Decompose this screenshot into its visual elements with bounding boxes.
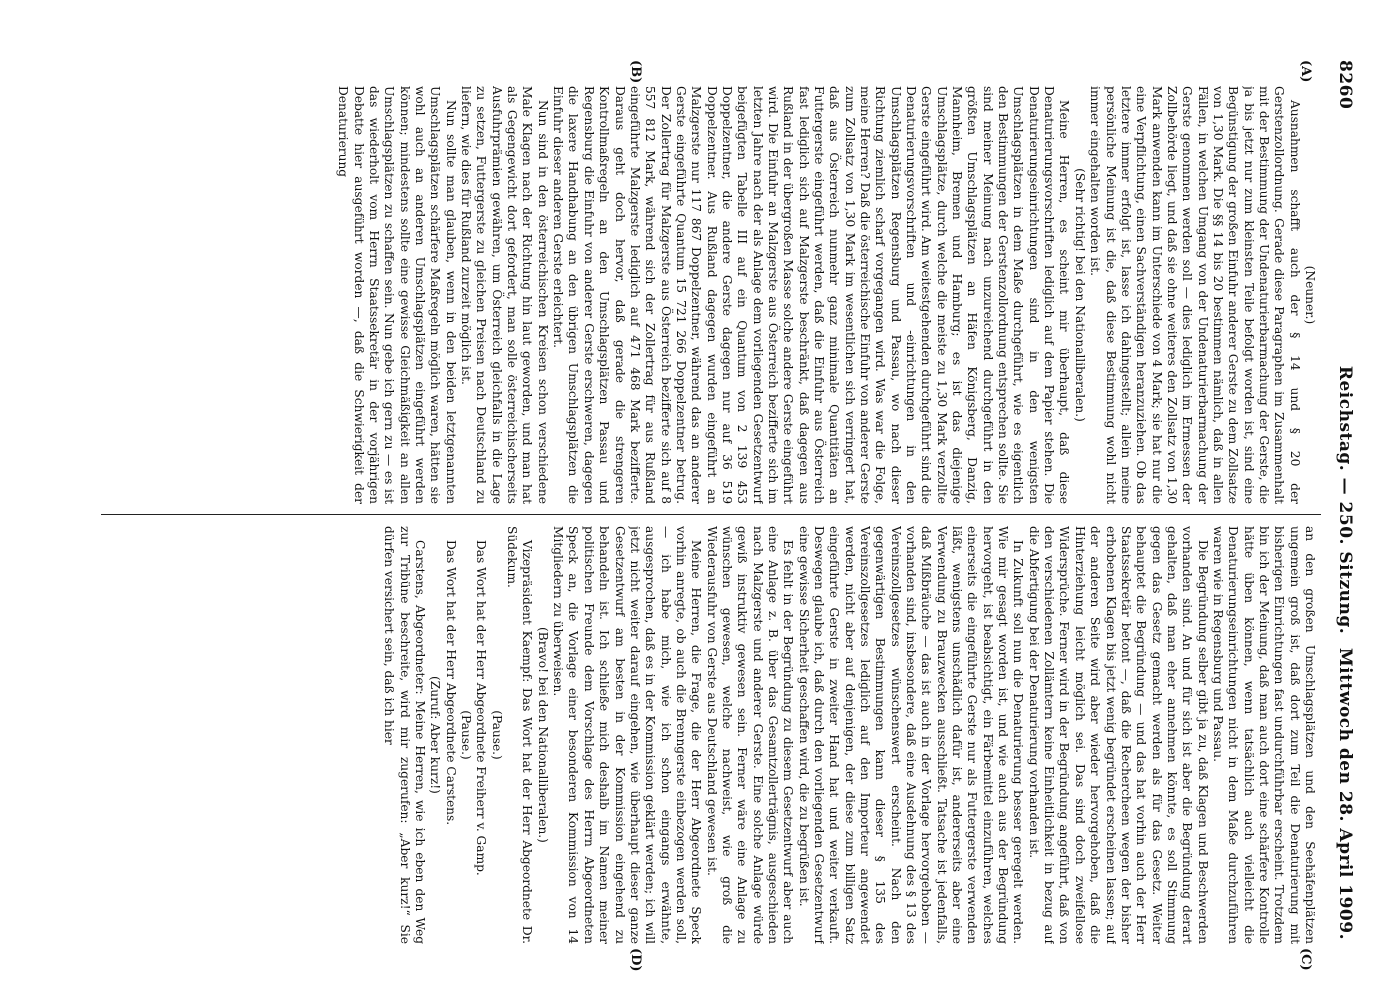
paragraph: In Zukunft soll nun die Denaturierung besser geregelt werden. Wie mir gesagt worden ist, und wie auch aus der Begründung hervorgeht, ist beabsichtigt, ein Färbemittel einzuführen, welches einerseits die eingeführte Gerste nur als Futtergerste verwenden läßt, wenigstens unschädlich dafür ist, andererseits aber eine Verwendung zu Brauzwecken ausschließt. Tatsache ist jedenfalls, daß Mißbräuche — das ist auch in der Vorlage hervorgehoben — vorhanden sind, insbesondere, daß eine Ausdehnung des § 13 des Vereinszollgesetzes wünschenswert erscheint. Nach den gegenwärtigen Bestimmungen kann dieser § 135 des Vereinszollgesetzes lediglich auf den Importeur angewendet werden, nicht aber auf denjenigen, der diese zum billigen Satz eingeführte Gerste in zweiter Hand hat und weiter verkauft. Deswegen glaube ich, daß durch den vorliegenden Gesetzentwurf eine gewisse Sicherheit geschaffen wird, die zu begrüßen ist.	[796, 526, 1026, 944]
interjection: (Pause.)	[459, 710, 474, 760]
page-number: 8260	[1335, 60, 1355, 110]
paragraph: Das Wort hat der Herr Abgeordnete Carstens.	[443, 540, 458, 826]
interjection: (Sehr richtig! bei den Nationalliberalen.)	[1072, 168, 1087, 422]
interjection: (Bravo! bei den Nationalliberalen.)	[535, 627, 550, 843]
page-title: Reichstag. — 250. Sitzung.	[1335, 365, 1355, 635]
paragraph: Nun sind in den österreichischen Kreisen schon verschiedene Male Klagen nach der Richtung hin laut geworden, und man hat als Gegengewicht dort gefordert, man solle österreichischerseits Ausfuhrprämien gewähren, um Österreich gleichfalls in die Lage zu setzen, Futtergerste zu gleichen Preisen nach Deutschland zu liefern, wie dies für Rußland zurzeit möglich ist.	[459, 86, 550, 504]
paragraph: Es fehlt in der Begründung zu diesem Gesetzentwurf aber auch eine Anlage z. B. über das Gesamtzollerträgnis, ausgeschieden nach Malzgerste und anderer Gerste. Eine solche Anlage würde gewiß instruktiv gewesen sein. Ferner wäre eine Anlage zu wünschen gewesen, welche nachweist, wie groß die Wiederausfuhr von Gerste aus Deutschland gewesen ist.	[704, 526, 796, 944]
interjection: (Zuruf: Aber kurz!)	[428, 676, 443, 794]
margin-marker-c: (C)	[1298, 948, 1313, 971]
column-divider	[101, 514, 1321, 515]
page-header	[1327, 60, 1355, 940]
paragraph: Vizepräsident Kaempf: Das Wort hat der Herr Abgeordnete Dr. Südekum.	[505, 526, 535, 944]
speaker-label: (Neuner.)	[1303, 265, 1317, 325]
left-column	[107, 86, 1317, 504]
paragraph: Nun sollte man glauben, wenn in den beiden letztgenannten Umschlagsplätzen schärfere Maßregeln möglich waren, hätten sie wohl auch an anderen Umschlagsplätzen eingeführt werden können; mindestens sollte eine gewisse Gleichmäßigkeit an allen Umschlagsplätzen zu schaffen sein. Nun gebe ich gern zu — es ist das wiederholt vom Herrn Staatssekretär in der vorjährigen Debatte hier ausgeführt worden —, daß die Schwierigkeit der Denaturierung	[336, 86, 458, 504]
interjection: (Pause.)	[489, 710, 504, 760]
paragraph: Carstens, Abgeordneter: Meine Herren, wie ich eben den Weg zur Tribüne beschreite, wird mir zugerufen: „Aber kurz!“ Sie dürfen versichert sein, daß ich hier	[382, 526, 428, 944]
margin-marker-a: (A)	[1298, 60, 1313, 83]
paragraph: Meine Herren, die Frage, die der Herr Abgeordnete Speck vorhin anregte, ob auch die Brenngerste einbezogen werden soll, — ich habe mich, wie ich schon eingangs erwähnte, ausgesprochen, daß es in der Kommission geklärt werden; ich will jetzt nicht weiter darauf eingehen, wie überhaupt dieser ganze Gesetzentwurf am besten in der Kommission eingehend zu behandeln ist. Ich schließe mich deshalb im Namen meiner politischen Freunde dem Vorschlage des Herrn Abgeordneten Speck an, die Vorlage einer besonderen Kommission von 14 Mitgliedern zu überweisen.	[551, 526, 704, 944]
paragraph: Das Wort hat der Herr Abgeordnete Freiherr v. Gamp.	[474, 540, 489, 876]
paragraph: an den großen Umschlagsplätzen und den Seehäfenplätzen ungemein groß ist, daß dort zum Teil die Denaturierung mit bisherigen Einrichtungen fast undurchführbar erscheint. Trotzdem bin ich der Meinung, daß man auch dort eine schärfere Kontrolle hätte üben können, wenn tatsächlich auch vielleicht die Denaturierungseinrichtungen nicht in dem Maße durchzuführen waren wie in Regensburg und Passau.	[1210, 526, 1317, 944]
paragraph: Meine Herren, es scheint mir überhaupt, daß diese Denaturierungsvorschriften lediglich auf dem Papier stehen. Die Denaturierungseinrichtungen sind in den wenigsten Umschlagsplätzen in dem Maße durchgeführt, wie es eigentlich den Bestimmungen der Gerstenzollordnung entsprechen sollte. Sie sind meiner Meinung nach unzureichend durchgeführt in den größten Umschlagsplätzen an Häfen Königsberg, Danzig, Mannheim, Bremen und Hamburg; es ist das diejenige Umschlagsplätze, durch welche die meiste zu 1,30 Mark verzollte Gerste eingeführt wird. Am weitestgehenden durchgeführt sind die Denaturierungsvorschriften und -einrichtungen in den Umschlagsplätzen Regensburg und Passau, wo nach dieser Richtung ziemlich scharf vorgegangen wird. Was war die Folge, meine Herren? Daß die österreichische Einfuhr von anderer Gerste zum Zollsatz von 1,30 Mark im wesentlichen sich verringert hat, daß aus Österreich nunmehr ganz minimale Quantitäten an Futtergerste eingeführt werden, daß die Einfuhr aus Österreich fast lediglich sich auf Malzgerste beschränkt, daß dagegen aus Rußland in der übergroßen Masse solche andere Gerste eingeführt wird. Die Einfuhr an Malzgerste aus Österreich bezifferte sich im letzten Jahre nach der als Anlage dem vorliegenden Gesetzentwurf beigefügten Tabelle III auf ein Quantum von 2 139 453 Doppelzentner, die andere Gerste dagegen nur auf 36 519 Doppelzentner. Aus Rußland dagegen wurden eingeführt an Malzgerste nur 117 867 Doppelzentner, während das an anderer Gerste eingeführte Quantum 15 721 266 Doppelzentner betrug. Der Zollertrag für Malzgerste aus Österreich bezifferte sich auf 8 557 812 Mark, während sich der Zollertrag für aus Rußland eingeführte Malzgerste lediglich auf 471 468 Mark bezifferte. Daraus geht doch hervor, daß gerade die strengeren Kontrollmaßregeln an den Umschlagsplätzen Passau und Regensburg die Einfuhr von anderer Gerste erschweren, dagegen die laxere Handhabung an den übrigen Umschlagsplätzen die Einfuhr dieser anderen Gerste erleichtert.	[551, 86, 1072, 504]
margin-marker-b: (B)	[628, 60, 643, 84]
right-column	[107, 526, 1317, 944]
session-date: Mittwoch den 28. April 1909.	[1335, 647, 1355, 940]
paragraph: Die Begründung selber gibt ja zu, daß Klagen und Beschwerden vorhanden sind. An und für sich ist aber die Begründung derart gehalten, daß man eher annehmen könnte, es soll Stimmung gegen das Gesetz gemacht werden als für das Gesetz. Weiter behauptet die Begründung — und das hat vorhin auch der Herr Staatssekretär betont —, daß die Rechercheen wegen der bisher erhobenen Klagen bis jetzt wenig begründet erscheinen lassen; auf der anderen Seite wird aber wieder hervorgehoben, daß die Hinterziehung leicht möglich sei. Das sind doch zweifellose Widersprüche. Ferner wird in der Begründung angeführt, daß von den verschiedenen Zollämtern keine Einheitlichkeit in bezug auf die Abfertigung bei der Denaturierung vorhanden ist.	[1026, 526, 1210, 944]
paragraph: Ausnahmen schafft auch der § 14 und § 20 der Gerstenzollordnung. Gerade diese Paragraphen im Zusammenhalt mit der Bestimmung der Undenaturierbarmachung der Gerste, die ja bis jetzt nur zum kleinsten Teile befolgt worden ist, sind eine Begünstigung der großen Einfuhr anderer Gerste zu dem Zollsatze von 1,30 Mark. Die §§ 14 bis 20 bestimmen nämlich, daß in allen Fällen, in welchen Umgang von der Undenaturierbarmachung der Gerste genommen werden soll — dies lediglich im Ermessen der Zollbehörde liegt, und daß sie ohne weiteres den Zollsatz von 1,30 Mark anwenden kann im Unterschiede von 4 Mark; sie hat nur die eine Verpflichtung, einen Sachverständigen heranzuziehen. Ob das letztere immer erfolgt ist, lasse ich dahingestellt; allein meine persönliche Meinung ist die, daß diese Bestimmung wohl nicht immer eingehalten worden ist.	[1088, 86, 1302, 504]
margin-marker-d: (D)	[628, 948, 643, 972]
